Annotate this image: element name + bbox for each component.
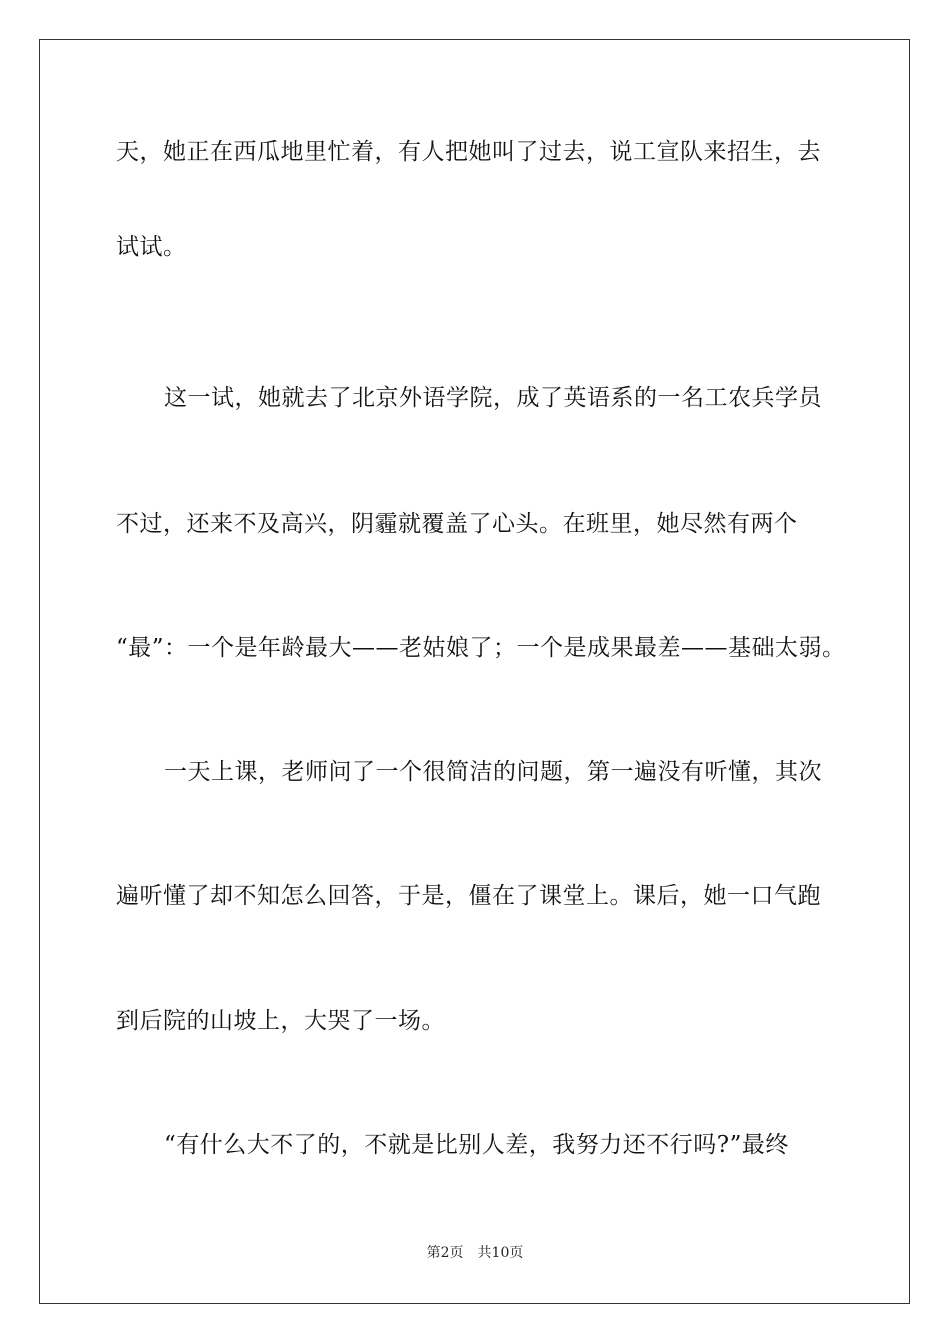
text-line-9: “有什么大不了的，不就是比别人差，我努力还不行吗?”最终 [164,1132,789,1158]
text-line-8: 到后院的山坡上，大哭了一场。 [116,1008,445,1034]
page-border [39,39,910,1304]
page-total: 共10页 [477,1245,524,1261]
text-line-3: 这一试，她就去了北京外语学院，成了英语系的一名工农兵学员 [164,385,822,411]
text-line-2: 试试。 [116,234,187,260]
page-number: 第2页 [426,1245,464,1261]
text-line-7: 遍听懂了却不知怎么回答，于是，僵在了课堂上。课后，她一口气跑 [116,883,821,909]
text-line-4: 不过，还来不及高兴，阴霾就覆盖了心头。在班里，她尽然有两个 [116,511,798,537]
text-line-6: 一天上课，老师问了一个很简洁的问题，第一遍没有听懂，其次 [164,759,822,785]
page-footer [0,1244,950,1262]
text-line-1: 天，她正在西瓜地里忙着，有人把她叫了过去，说工宣队来招生，去 [116,139,821,165]
text-line-5: “最”：一个是年龄最大——老姑娘了；一个是成果最差——基础太弱。 [116,635,846,661]
